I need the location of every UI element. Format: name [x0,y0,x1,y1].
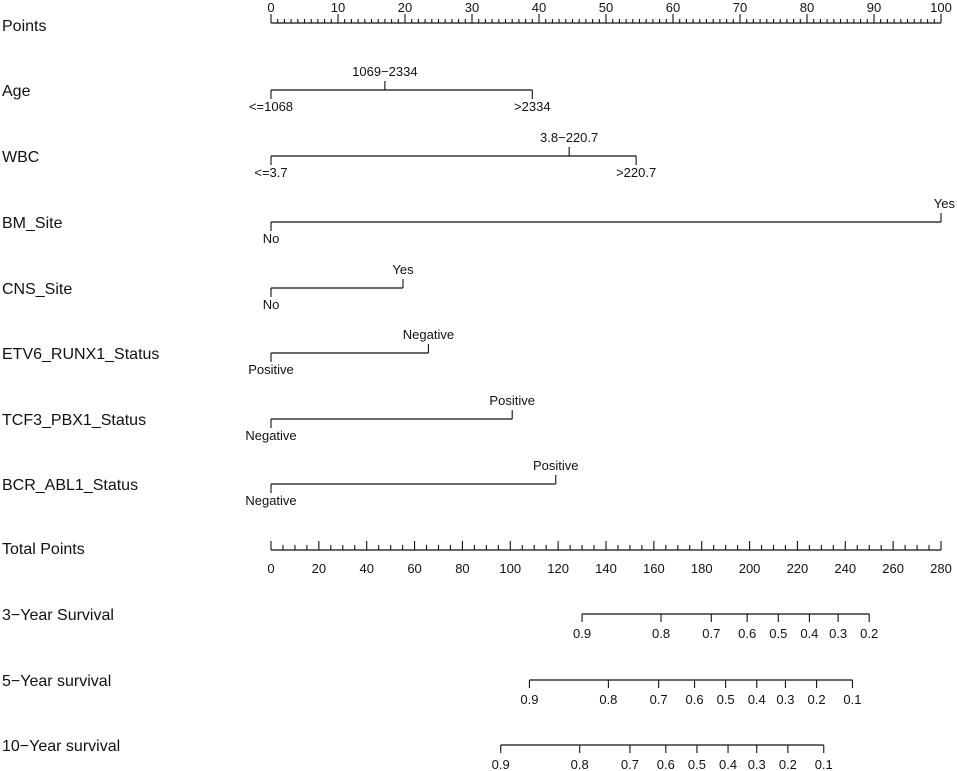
survival-tick-label: 0.3 [776,692,795,707]
variable-label: TCF3_PBX1_Status [2,412,147,429]
survival-tick-label: 0.1 [843,692,862,707]
survival-tick-label: 0.5 [769,626,788,641]
level-label: <=1068 [248,99,294,114]
survival-tick-label: 0.6 [685,692,704,707]
survival-tick-label: 0.2 [860,626,879,641]
points-tick-label: 90 [866,0,882,15]
level-label: >220.7 [616,165,657,180]
points-tick-label: 40 [531,0,547,15]
total-points-tick-label: 140 [595,561,617,576]
total-points-tick-label: 60 [407,561,422,576]
level-label: Positive [248,362,294,377]
total-points-tick-label: 40 [359,561,374,576]
survival-tick-label: 0.8 [651,626,671,641]
total-points-tick-label: 120 [547,561,569,576]
points-tick-label: 100 [930,0,952,15]
survival-tick-label: 0.5 [687,757,706,771]
points-tick-label: 30 [464,0,480,15]
total-points-tick-label: 180 [690,561,713,576]
survival-tick-label: 0.7 [702,626,721,641]
level-label: 1069−2334 [352,64,418,79]
variable-label: WBC [2,149,40,166]
total-points-tick-label: 80 [455,561,470,576]
points-axis-label: Points [2,18,47,35]
points-tick-label: 0 [267,0,275,15]
survival-tick-label: 0.8 [570,757,589,771]
survival-tick-label: 0.9 [491,757,510,771]
total-points-tick-label: 240 [834,561,857,576]
survival-axis-label: 3−Year Survival [2,607,114,624]
survival-tick-label: 0.6 [738,626,757,641]
level-label: Positive [489,393,535,408]
survival-tick-label: 0.3 [747,757,766,771]
survival-tick-label: 0.1 [814,757,833,771]
level-label: Yes [392,262,414,277]
variable-label: CNS_Site [2,281,73,298]
survival-tick-label: 0.4 [718,757,738,771]
total-points-tick-label: 280 [930,561,952,576]
level-label: Negative [245,493,297,508]
total-points-tick-label: 100 [499,561,522,576]
points-tick-label: 80 [799,0,815,15]
survival-tick-label: 0.4 [747,692,766,707]
survival-tick-label: 0.7 [649,692,668,707]
level-label: Negative [245,428,297,443]
variable-label: Age [2,83,31,100]
points-tick-label: 50 [598,0,614,15]
total-points-tick-label: 260 [882,561,904,576]
survival-axis-label: 10−Year survival [2,738,121,755]
level-label: 3.8−220.7 [540,130,599,145]
level-label: >2334 [514,99,551,114]
level-label: <=3.7 [254,165,288,180]
points-tick-label: 70 [732,0,748,15]
level-label: Yes [933,196,955,211]
points-tick-label: 10 [330,0,346,15]
survival-axis-label: 5−Year survival [2,673,112,690]
total-points-tick-label: 20 [311,561,327,576]
survival-tick-label: 0.8 [599,692,618,707]
survival-tick-label: 0.6 [656,757,675,771]
total-points-tick-label: 220 [786,561,809,576]
survival-tick-label: 0.5 [716,692,735,707]
survival-tick-label: 0.4 [800,626,819,641]
points-tick-label: 60 [665,0,681,15]
variable-label: BCR_ABL1_Status [2,477,139,494]
survival-tick-label: 0.3 [829,626,848,641]
total-points-tick-label: 0 [267,561,275,576]
level-label: Positive [532,458,579,473]
variable-label: BM_Site [2,215,63,232]
total-points-label: Total Points [2,541,85,558]
survival-tick-label: 0.9 [520,692,539,707]
total-points-tick-label: 160 [643,561,665,576]
survival-tick-label: 0.2 [778,757,797,771]
level-label: Negative [402,327,455,342]
level-label: No [262,297,280,312]
survival-tick-label: 0.2 [807,692,826,707]
survival-tick-label: 0.9 [573,626,592,641]
points-tick-label: 20 [397,0,413,15]
survival-tick-label: 0.7 [620,757,639,771]
total-points-tick-label: 200 [738,561,761,576]
level-label: No [262,231,280,246]
variable-label: ETV6_RUNX1_Status [2,346,160,363]
